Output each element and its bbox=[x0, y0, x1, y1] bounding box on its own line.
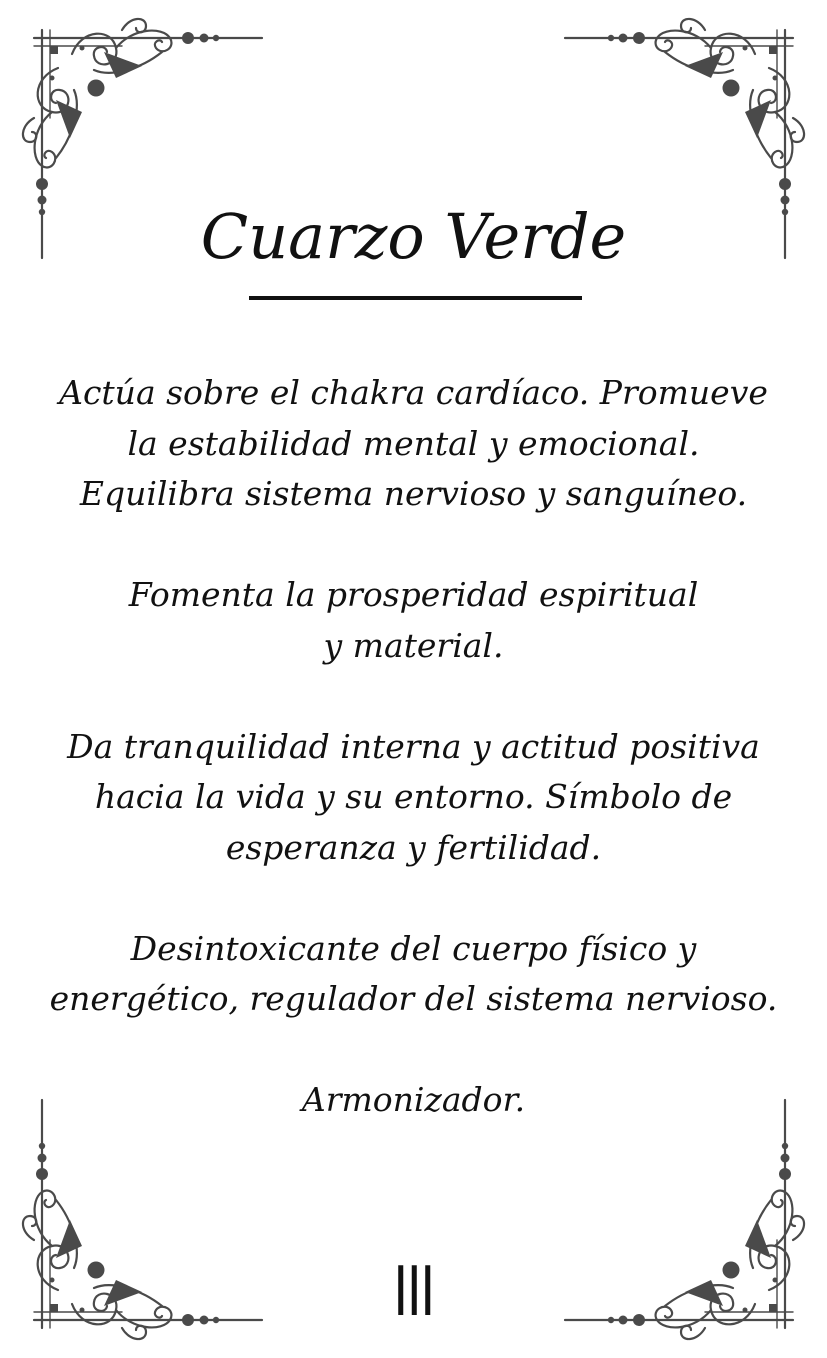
paragraph-tranquility: Da tranquilidad interna y actitud positiva hacia la vida y su entorno. Símbolo de esperanza y fertilidad. bbox=[67, 726, 760, 867]
paragraph-prosperity: Fomenta la prosperidad espiritual y material. bbox=[128, 575, 699, 665]
paragraph-detox: Desintoxicante del cuerpo físico y energético, regulador del sistema nervioso. bbox=[49, 928, 778, 1018]
paragraph-harmonizer: Armonizador. bbox=[301, 1080, 526, 1119]
title-underline bbox=[249, 296, 582, 300]
page-number: III bbox=[393, 1251, 434, 1331]
card-title: Cuarzo Verde bbox=[200, 200, 627, 273]
card-body bbox=[40, 368, 787, 1176]
paragraph-chakra: Actúa sobre el chakra cardíaco. Promueve la estabilidad mental y emocional. Equilibra sistema nervioso y sanguíneo. bbox=[59, 373, 768, 513]
